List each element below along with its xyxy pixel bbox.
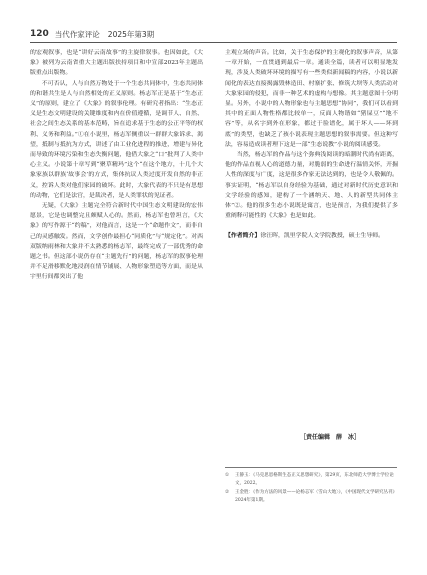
responsible-editor: ［责任编辑 薛 冰］	[300, 434, 361, 441]
body-paragraph: 当然，杨志军的作品与这个弥典浅阅读的暗潮时代尚有距离，他的作品直视人心的道德力量，对脆弱的生命进行温情关怀，开掘人性的深度与广度，这是很多作家无法达到的，也是令人敬佩的。事实证明，“杨志军以自身经验为基础，通过对新时代历史意识和文学经验的感知，建构了一个涵纳天、地、人的新型共同体主体”②。他的很多生态小说既是寓言，也是预言，为我们提供了多重阐释可能性的《大象》也是如此。	[225, 152, 398, 220]
footnote-text: 王静玉：《马克思恩格斯生态正义思想研究》，第29页，东北师范大学博士学位论文，2022。	[235, 473, 394, 486]
body-paragraph: 的宏观叙事，也是“讲好云南故事”的主旋律叙事。也因如此，《大象》被列为云南省重大主题出版扶持项目和中宣部2023年主题出版重点出版物。	[30, 50, 203, 77]
right-column	[225, 48, 398, 242]
journal-name: 当代作家评论	[54, 29, 100, 39]
left-column	[30, 48, 203, 283]
footnote	[225, 472, 397, 487]
author-note-label: 【作者简介】	[225, 233, 261, 240]
footnote-mark: ①	[225, 473, 230, 478]
footnote-mark: ②	[225, 490, 230, 495]
footnote-rule	[225, 467, 397, 468]
header-rule	[30, 42, 397, 43]
body-paragraph: 无疑，《大象》主题完全符合新时代中国生态文明建设的宏伟愿景，它是也调整完且颇赋人心的。然而，杨志军也曾坦言，《大象》的写作源于“约稿”，对他而言，这是一个“命题作文”，而非自己的灵感触发。然而，文学创作最担心“同质化”与“规定化”。对西双版纳雨林和大象并不太熟悉的杨志军，最终完成了一部优秀的命题之书。但这部小说仍存在“主题先行”的问题，杨志军的叙事伦理并不足滑移默化地浸润在情节铺展、人物形象塑造等方面，而是从宇里行间都突出了他	[30, 203, 203, 281]
issue-label: 2025年第3期	[107, 29, 155, 39]
author-note	[225, 231, 398, 241]
author-note-text: 徐汪晖，凯里学院人文学院教授，硕士生导师。	[260, 233, 385, 240]
footnote-text: 王金胜：《作为方法的风景——论杨志军〈雪山大地〉》，《中国现代文学研究丛刊》2024年第1期。	[235, 490, 397, 503]
body-paragraph: 主观立场的声音。比如，关于生态保护的主观化的叙事声音，从第一章开始，一直贯通到最后一章。通读全篇，读者可以明显地发现，涉及人类破坏环境的描写有一些类似新闻稿的内容，小说以新闻化的表达直接揭露毁林造田、村寨扩张、修筑大坝等人类活动对大象家园的侵犯，而非一种艺术的虚构与想像。其主题意图十分明显。另外，小说中的人物形象也与主题思想“协同”，我们可以看到其中的正面人物性格都比较单一，反面人物谐如“猪屎豆”“地不容”等，从名字到外在形象，都过于脸谱化，属于坏人——坏到底”的类型，也缺乏了孩小说表现主题思想的叙事需要。但这种写法，容易造成读者理下这是一部“生态说教”小说的阅读感受。	[225, 50, 398, 148]
running-header	[30, 27, 397, 41]
footnote	[225, 489, 397, 504]
body-paragraph: 不可否认，人与自然万物处于一个生态共同体中，生态共同体的和谐共生是人与自然相处的正义原则。杨志军正是基于“生态正义”的原则，建立了《大象》的叙事伦理。有研究者指出：“生态正义是生态文明建设的关键维度和内在价值遵循，是调节人、自然、社会之间生态关系的基本范畴，旨在追求基于生态的公正平等的权利、义务和利益。”①在小说里，杨志军侧重以一群群大象诉求、渴望，抵制与抵抗为方式，讲述了由工业化进程的推进，增建与异化而导致的环境污染和生态失衡问题，他借大象之“口”批判了人类中心主义。小说第十章写到“聚草精玛”这个“在这个地方，十几个大象家族以群族‘故事会’的方式，集体抗议人类过度开发自然的非正义，控诉人类对他们家园的破坏。此时，大象代表的不只是有思想的动物，它们是法官，是裁决者，是人类罪状的见证者。	[30, 80, 203, 199]
footnotes	[225, 472, 397, 506]
page-number: 120	[30, 29, 49, 39]
